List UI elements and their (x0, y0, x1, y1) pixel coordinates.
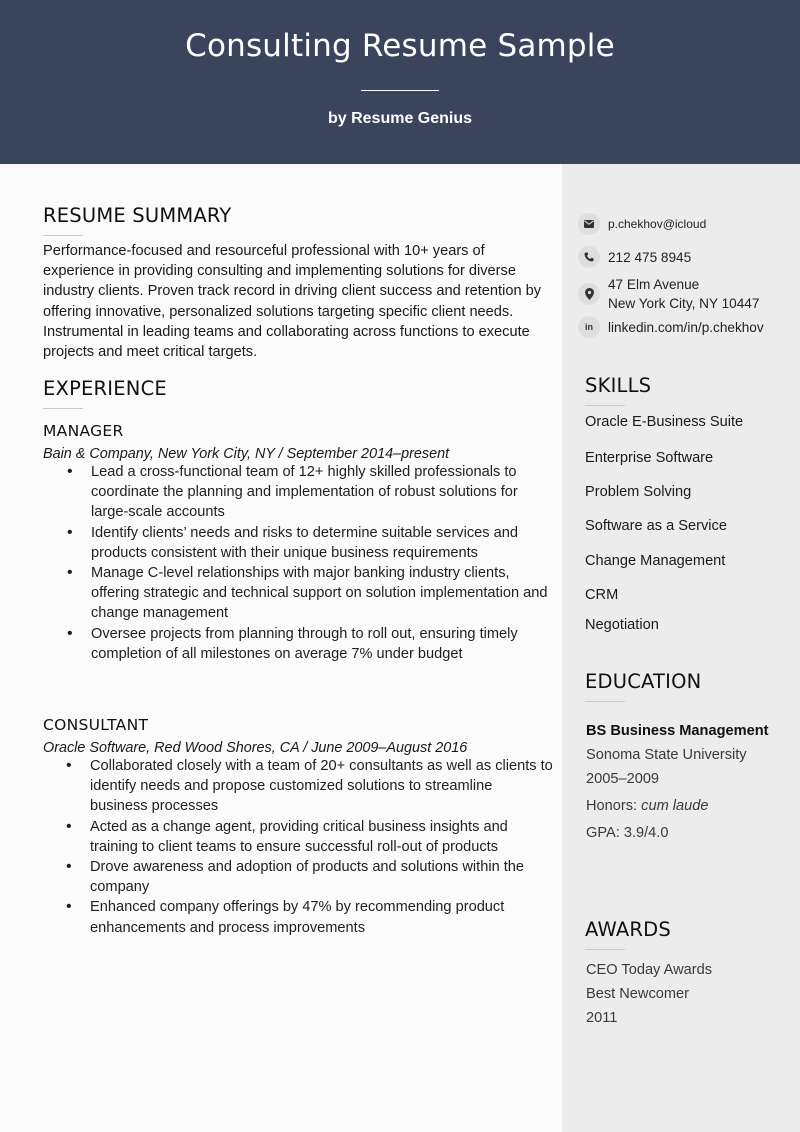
contact-address (578, 275, 759, 313)
job-entry-consultant (43, 716, 553, 938)
contact-phone[interactable] (578, 246, 691, 268)
location-pin-icon (578, 283, 600, 305)
job-bullet: • Manage C-level relationships with major banking industry clients, offering strategic and technical support on solution implementation and change management (91, 563, 553, 624)
skill-item: CRM (585, 587, 619, 603)
education-heading: EDUCATION (585, 670, 702, 693)
job-title: MANAGER (43, 422, 124, 440)
heading-underline (585, 405, 625, 406)
experience-section-heading (43, 377, 167, 409)
byline: by Resume Genius (327, 110, 473, 127)
address-text (608, 275, 759, 313)
skill-item: Software as a Service (585, 518, 727, 534)
job-bullet: • Lead a cross-functional team of 12+ highly skilled professionals to coordinate the planning and implementation of robust solutions for large-scale accounts (91, 462, 553, 523)
skill-item: Oracle E-Business Suite (585, 414, 744, 430)
job-bullets (43, 756, 553, 938)
job-meta: Oracle Software, Red Wood Shores, CA / June 2009–August 2016 (43, 740, 468, 756)
job-meta: Bain & Company, New York City, NY / September 2014–present (43, 446, 450, 462)
award-name: CEO Today Awards (586, 962, 713, 978)
experience-heading: EXPERIENCE (43, 377, 167, 400)
phone-text: 212 475 8945 (608, 249, 692, 265)
award-category: Best Newcomer (586, 986, 689, 1002)
skill-item: Negotiation (585, 617, 659, 633)
awards-section-heading (585, 918, 671, 950)
job-bullet: • Oversee projects from planning through to roll out, ensuring timely completion of all milestones on average 7% under budget (91, 624, 553, 664)
address-line-2: New York City, NY 10447 (608, 296, 760, 311)
job-bullet: • Identify clients’ needs and risks to determine suitable services and products consistent with their unique business requirements (91, 523, 553, 563)
skill-item: Enterprise Software (585, 450, 714, 466)
contact-email[interactable] (578, 213, 706, 235)
job-bullet: • Acted as a change agent, providing critical business insights and training to client teams to ensure successful roll-out of products (90, 817, 553, 857)
resume-header (0, 0, 800, 164)
job-bullets (43, 462, 553, 664)
header-divider (361, 90, 439, 91)
contact-linkedin[interactable] (578, 316, 764, 338)
linkedin-text: linkedin.com/in/p.chekhov (608, 319, 764, 335)
education-years: 2005–2009 (586, 771, 660, 787)
awards-heading: AWARDS (585, 918, 671, 941)
skills-heading: SKILLS (585, 374, 652, 397)
summary-section-heading (43, 204, 232, 236)
award-year: 2011 (586, 1010, 618, 1026)
honors-value: cum laude (641, 798, 709, 814)
linkedin-icon: in (578, 316, 600, 338)
school: Sonoma State University (586, 747, 747, 763)
skills-section-heading (585, 374, 651, 406)
heading-underline (43, 408, 83, 409)
skill-item: Problem Solving (585, 484, 692, 500)
heading-underline (43, 235, 83, 236)
job-bullet: • Collaborated closely with a team of 20+ consultants as well as clients to identify needs and propose customized solutions to streamline business processes (90, 756, 553, 817)
honors-label: Honors: (586, 798, 638, 814)
heading-underline (585, 701, 625, 702)
job-bullet: • Enhanced company offerings by 47% by recommending product enhancements and process improvements (90, 897, 553, 937)
education-section-heading (585, 670, 701, 702)
mail-icon (578, 213, 600, 235)
phone-icon (578, 246, 600, 268)
summary-heading: RESUME SUMMARY (43, 204, 232, 227)
job-title: CONSULTANT (43, 716, 149, 734)
email-text: p.chekhov@icloud (608, 216, 707, 231)
skill-item: Change Management (585, 553, 726, 569)
summary-text: Performance-focused and resourceful professional with 10+ years of experience in providing consulting and implementing solutions for diverse industry clients. Proven track record in driving client success and retention by offering innovative, personalized solutions targeting specific client needs. Instrumental in leading teams and collaborating across functions to execute projects and meet critical targets. (43, 243, 542, 361)
page-title: Consulting Resume Sample (185, 28, 615, 64)
address-line-1: 47 Elm Avenue (608, 277, 700, 292)
heading-underline (585, 949, 625, 950)
job-bullet: • Drove awareness and adoption of products and solutions within the company (90, 857, 553, 897)
honors (586, 798, 709, 814)
degree: BS Business Management (586, 723, 769, 739)
gpa: GPA: 3.9/4.0 (586, 825, 669, 841)
job-entry-manager (43, 422, 553, 664)
